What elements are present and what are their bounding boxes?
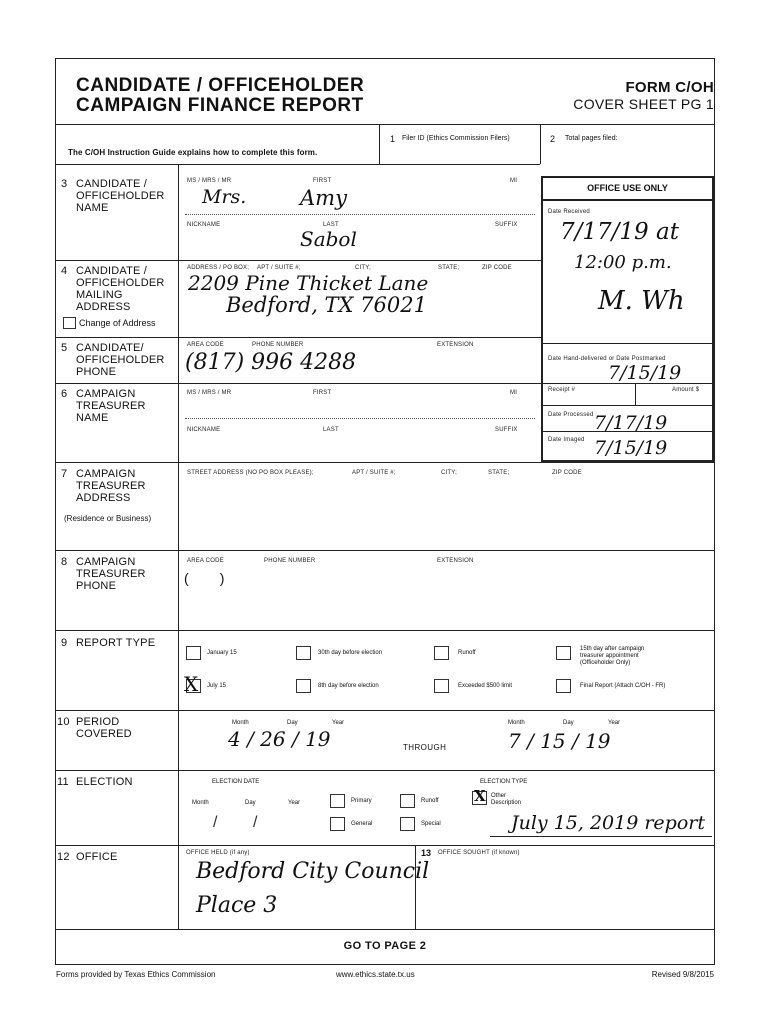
report-30day-checkbox[interactable] [296,646,311,660]
date-received-value: 7/17/19 at [560,219,679,245]
s7-zip-label: ZIP CODE [552,470,582,476]
date-imaged-label: Date Imaged [548,437,585,443]
report-runoff-checkbox[interactable] [434,646,449,660]
date-received-label: Date Received [548,209,590,215]
s5-rule [55,383,541,384]
s9-label: REPORT TYPE [76,637,156,649]
s13-num: 13 [421,848,432,858]
office-use-rule-4 [541,405,714,406]
s8-area-parens: ( ) [184,570,225,586]
go-to-page-2: GO TO PAGE 2 [343,940,427,952]
footer-center: www.ethics.state.tx.us [336,970,415,979]
office-use-title: OFFICE USE ONLY [587,183,668,193]
s5-ext-label: EXTENSION [437,342,474,348]
election-primary-label: Primary [351,798,372,804]
s6-label-1: CAMPAIGN [76,388,136,400]
total-pages-label: Total pages filed: [565,135,618,142]
s6-dotted-line [185,418,535,419]
s7-city-label: CITY; [441,470,457,476]
s6-label-3: NAME [76,412,109,424]
s7-label-3: ADDRESS [76,492,131,504]
s11-year-label: Year [288,800,301,806]
election-runoff-label: Runoff [421,798,439,804]
s3-mi-label: MI [510,178,518,184]
hand-delivered-label: Date Hand-delivered or Date Postmarked [548,356,666,362]
s4-label-3: MAILING [76,289,123,301]
instruction-text: The C/OH Instruction Guide explains how to complete this form. [68,148,318,157]
s3-suffix-label: SUFFIX [495,222,518,228]
s4-line2-value: Bedford, TX 76021 [226,293,427,317]
s4-state-label: STATE; [438,265,460,271]
report-final-checkbox[interactable] [556,679,571,693]
s3-last-value: Sabol [300,227,357,251]
election-runoff-checkbox[interactable] [400,794,415,808]
s4-label-1: CANDIDATE / [76,265,148,277]
change-of-address-checkbox[interactable] [63,317,76,329]
s9-rule [55,710,715,711]
s6-first-label: FIRST [313,390,332,396]
s4-label-4: ADDRESS [76,301,131,313]
s9-num: 9 [61,637,68,649]
s11-label: ELECTION [76,776,133,788]
report-15day-checkbox[interactable] [556,646,571,660]
s6-nick-label: NICKNAME [187,427,221,433]
report-jan15-label: January 15 [207,650,237,656]
receipt-amount-divider [635,383,636,405]
s3-ms-value: Mrs. [202,186,247,208]
s10-to-month-label: Month [508,720,525,726]
s6-label-2: TREASURER [76,400,146,412]
s5-label-3: PHONE [76,366,117,378]
s3-dotted-line [185,214,535,215]
s4-city-label: CITY; [355,265,371,271]
s12-num: 12 [57,851,70,863]
s10-label-1: PERIOD [76,716,120,728]
s4-apt-label: APT / SUITE #; [257,265,301,271]
s4-address-label: ADDRESS / PO BOX; [187,265,250,271]
s6-ms-label: MS / MRS / MR [187,390,232,396]
s5-label-2: OFFICEHOLDER [76,354,165,366]
s4-label-2: OFFICEHOLDER [76,277,165,289]
election-general-checkbox[interactable] [330,817,345,831]
s8-ext-label: EXTENSION [437,558,474,564]
s3-first-value: Amy [300,186,347,210]
election-description-value: July 15, 2019 report [511,812,705,834]
report-final-label: Final Report (Attach C/OH - FR) [580,683,666,689]
report-15day-label-2: treasurer appointment [580,653,639,659]
s7-state-label: STATE; [488,470,510,476]
s8-rule [55,630,715,631]
s6-mi-label: MI [510,390,518,396]
change-of-address-label: Change of Address [79,318,156,328]
s8-label-3: PHONE [76,580,117,592]
s10-from-value: 4 / 26 / 19 [228,727,331,751]
report-8day-label: 8th day before election [318,683,379,689]
s8-label-1: CAMPAIGN [76,556,136,568]
report-exceeded-checkbox[interactable] [434,679,449,693]
intro-rule [55,164,540,165]
form-title-line1: CANDIDATE / OFFICEHOLDER [76,75,365,96]
report-30day-label: 30th day before election [318,650,383,656]
election-other-label-2: Description [491,800,522,806]
office-held-label: OFFICE HELD (if any) [186,850,250,856]
s7-street-label: STREET ADDRESS (NO PO BOX PLEASE); [187,470,314,476]
office-use-rule-2 [541,343,714,344]
s4-line1-value: 2209 Pine Thicket Lane [188,271,429,295]
election-other-check-mark: X [474,787,486,805]
s10-to-day-label: Day [563,720,574,726]
election-primary-checkbox[interactable] [330,794,345,808]
s11-num: 11 [57,776,69,788]
footer-right: Revised 9/8/2015 [651,970,714,979]
election-general-label: General [351,821,373,827]
s10-to-year-label: Year [608,720,621,726]
label-column-divider [178,164,179,929]
s11-month-label: Month [192,800,209,806]
s10-from-year-label: Year [332,720,345,726]
filer-id-label: Filer ID (Ethics Commission Filers) [402,135,510,142]
s5-label-1: CANDIDATE/ [76,342,144,354]
s12-rule [55,929,715,930]
date-imaged-value: 7/15/19 [594,437,668,459]
s3-num: 3 [61,178,68,190]
date-processed-label: Date Processed [548,412,594,418]
report-jan15-checkbox[interactable] [186,646,201,660]
s10-from-month-label: Month [232,720,249,726]
s3-first-label: FIRST [313,178,332,184]
s6-suffix-label: SUFFIX [495,427,518,433]
s8-area-label: AREA CODE [187,558,224,564]
s8-phone-label: PHONE NUMBER [264,558,316,564]
s10-num: 10 [57,716,70,728]
intro-divider-2 [540,124,541,164]
s7-label-1: CAMPAIGN [76,468,136,480]
s10-from-day-label: Day [287,720,298,726]
s3-rule [55,260,541,261]
s5-num: 5 [61,342,68,354]
description-underline [490,836,712,837]
report-15day-label-3: (Officeholder Only) [580,660,631,666]
s5-phone-value: (817) 996 4288 [185,350,357,375]
s6-num: 6 [61,388,68,400]
s10-rule [55,770,715,771]
s3-ms-label: MS / MRS / MR [187,178,232,184]
office-held-value-1: Bedford City Council [196,859,430,884]
s7-rule [55,550,715,551]
s8-num: 8 [61,556,68,568]
s7-num: 7 [61,468,68,480]
hand-delivered-value: 7/15/19 [608,362,682,384]
election-date-label: ELECTION DATE [212,779,260,785]
s8-label-2: TREASURER [76,568,146,580]
form-id-line1: FORM C/OH [625,79,714,96]
report-exceeded-label: Exceeded $500 limit [458,683,513,689]
office-use-rule-5 [541,431,714,432]
office-sought-label: OFFICE SOUGHT (if known) [438,850,520,856]
intro-divider-1 [379,124,380,164]
s5-phone-label: PHONE NUMBER [252,342,304,348]
s3-label-1: CANDIDATE / [76,178,148,190]
s7-apt-label: APT / SUITE #; [352,470,396,476]
total-pages-num: 2 [550,134,556,144]
office-use-rule-1 [541,199,714,201]
s11-rule [55,845,715,846]
date-processed-value: 7/17/19 [594,412,668,434]
s7-sub-label: (Residence or Business) [64,514,152,523]
s5-area-label: AREA CODE [187,342,224,348]
form-id-line2: COVER SHEET PG 1 [573,96,714,112]
s6-rule [55,462,715,463]
through-label: THROUGH [403,743,447,752]
office-use-rule-3 [541,383,714,384]
s11-date-slashes: / / [213,814,258,831]
receiver-initials-value: M. Wh [598,286,685,316]
report-15day-label-1: 15th day after campaign [580,646,645,652]
office-held-value-2: Place 3 [196,893,278,918]
s4-rule [55,337,541,338]
amount-label: Amount $ [672,387,700,393]
s11-day-label: Day [245,800,256,806]
s7-label-2: TREASURER [76,480,146,492]
office-divider [415,845,416,929]
filer-id-num: 1 [390,134,396,144]
receipt-label: Receipt # [548,387,576,393]
s12-label: OFFICE [76,851,118,863]
election-type-label: ELECTION TYPE [480,779,528,785]
s3-label-3: NAME [76,202,109,214]
report-8day-checkbox[interactable] [296,679,311,693]
header-rule [55,124,715,125]
s6-last-label: LAST [323,427,339,433]
s3-label-2: OFFICEHOLDER [76,190,165,202]
s10-to-value: 7 / 15 / 19 [508,729,611,753]
footer-left: Forms provided by Texas Ethics Commission [56,970,216,979]
s3-nick-label: NICKNAME [187,222,221,228]
s10-label-2: COVERED [76,728,132,740]
report-runoff-label: Runoff [458,650,476,656]
time-received-value: 12:00 p.m. [574,252,672,273]
election-special-checkbox[interactable] [400,817,415,831]
s4-zip-label: ZIP CODE [482,265,512,271]
form-title-line2: CAMPAIGN FINANCE REPORT [76,95,364,116]
report-jul15-label: July 15 [207,683,227,689]
report-jul15-check-mark: X [184,672,199,696]
election-special-label: Special [421,821,441,827]
election-other-label-1: Other [491,793,507,799]
s4-num: 4 [61,265,68,277]
s3-last-label: LAST [323,222,339,228]
